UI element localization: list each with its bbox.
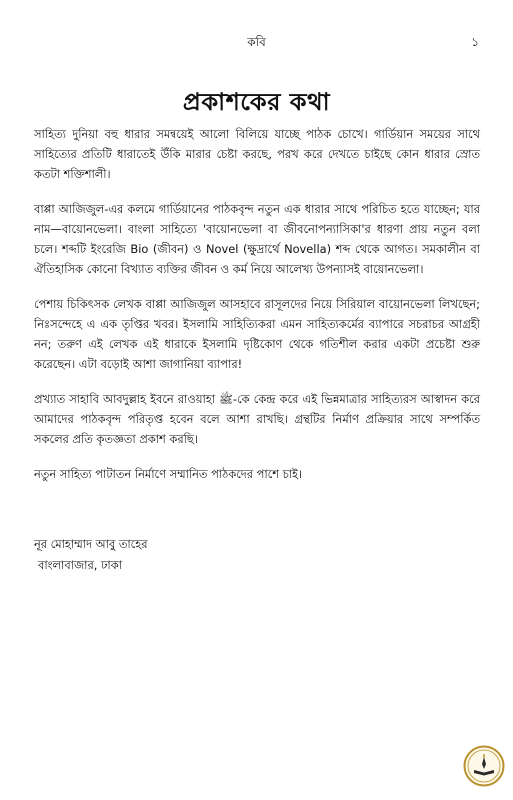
running-head bbox=[0, 34, 513, 54]
foreword-body bbox=[34, 124, 480, 499]
paragraph: সাহিত্য দুনিয়া বহু ধারার সমন্বয়েই আলো বিলিয়ে যাচ্ছে পাঠক চোখে। গার্ডিয়ান সময়ের সাথে সাহিত্যের প্রতিটি ধারাতেই উঁকি মারার চেষ্টা করছে, পরখ করে দেখতে চাইছে কোন ধারার স্রোত কতটা শক্তিশালী। bbox=[34, 127, 480, 181]
publisher-logo-icon bbox=[463, 745, 505, 787]
signature-block bbox=[34, 534, 480, 576]
paragraph: প্রখ্যাত সাহাবি আবদুল্লাহ ইবনে রাওয়াহা ﷺ-কে কেন্দ্র করে এই ভিন্নমাত্রার সাহিত্যরস আস্বাদন করে আমাদের পাঠকবৃন্দ পরিতৃপ্ত হবেন বলে আশা রাখছি। গ্রন্থটির নির্মাণ প্রক্রিয়ার সাথে সম্পর্কিত সকলের প্রতি কৃতজ্ঞতা প্রকাশ করছি। bbox=[34, 392, 480, 446]
publisher-name: নূর মোহাম্মাদ আবু তাহের bbox=[34, 537, 148, 551]
page-heading: প্রকাশকের কথা bbox=[182, 88, 331, 116]
paragraph: নতুন সাহিত্য পাটাতন নির্মাণে সম্মানিত পাঠকদের পাশে চাই। bbox=[34, 467, 303, 481]
running-head-title: কবি bbox=[247, 35, 266, 49]
publisher-location: বাংলাবাজার, ঢাকা bbox=[38, 558, 122, 572]
page-number: ১ bbox=[471, 35, 479, 49]
paragraph: পেশায় চিকিৎসক লেখক বাপ্পা আজিজুল আসহাবে রাসূলদের নিয়ে সিরিয়াল বায়োনভেলা লিখছেন; নিঃসন্দেহে এ এক তৃপ্তির খবর। ইসলামি সাহিত্যিকরা এমন সাহিত্যকর্মের ব্যাপারে সচরাচর আগ্রহী নন; তরুণ এই লেখক এই ধারাকে ইসলামি দৃষ্টিকোণ থেকে গতিশীল করার একটা প্রচেষ্টা শুরু করেছেন। এটা বড়োই আশা জাগানিয়া ব্যাপার! bbox=[34, 297, 480, 371]
paragraph: বাপ্পা আজিজুল-এর কলমে গার্ডিয়ানের পাঠকবৃন্দ নতুন এক ধারার সাথে পরিচিত হতে যাচ্ছেন; যার নাম—বায়োনভেলা। বাংলা সাহিত্যে 'বায়োনভেলা বা জীবনোপন্যাসিকা'র ধারণা প্রায় নতুন বলা চলে। শব্দটি ইংরেজি Bio (জীবন) ও Novel (ক্ষুদ্রার্থে Novella) শব্দ থেকে আগত। সমকালীন বা ঐতিহাসিক কোনো বিখ্যাত ব্যক্তির জীবন ও কর্ম নিয়ে আলেখ্য উপন্যাসই বায়োনভেলা। bbox=[34, 202, 480, 276]
